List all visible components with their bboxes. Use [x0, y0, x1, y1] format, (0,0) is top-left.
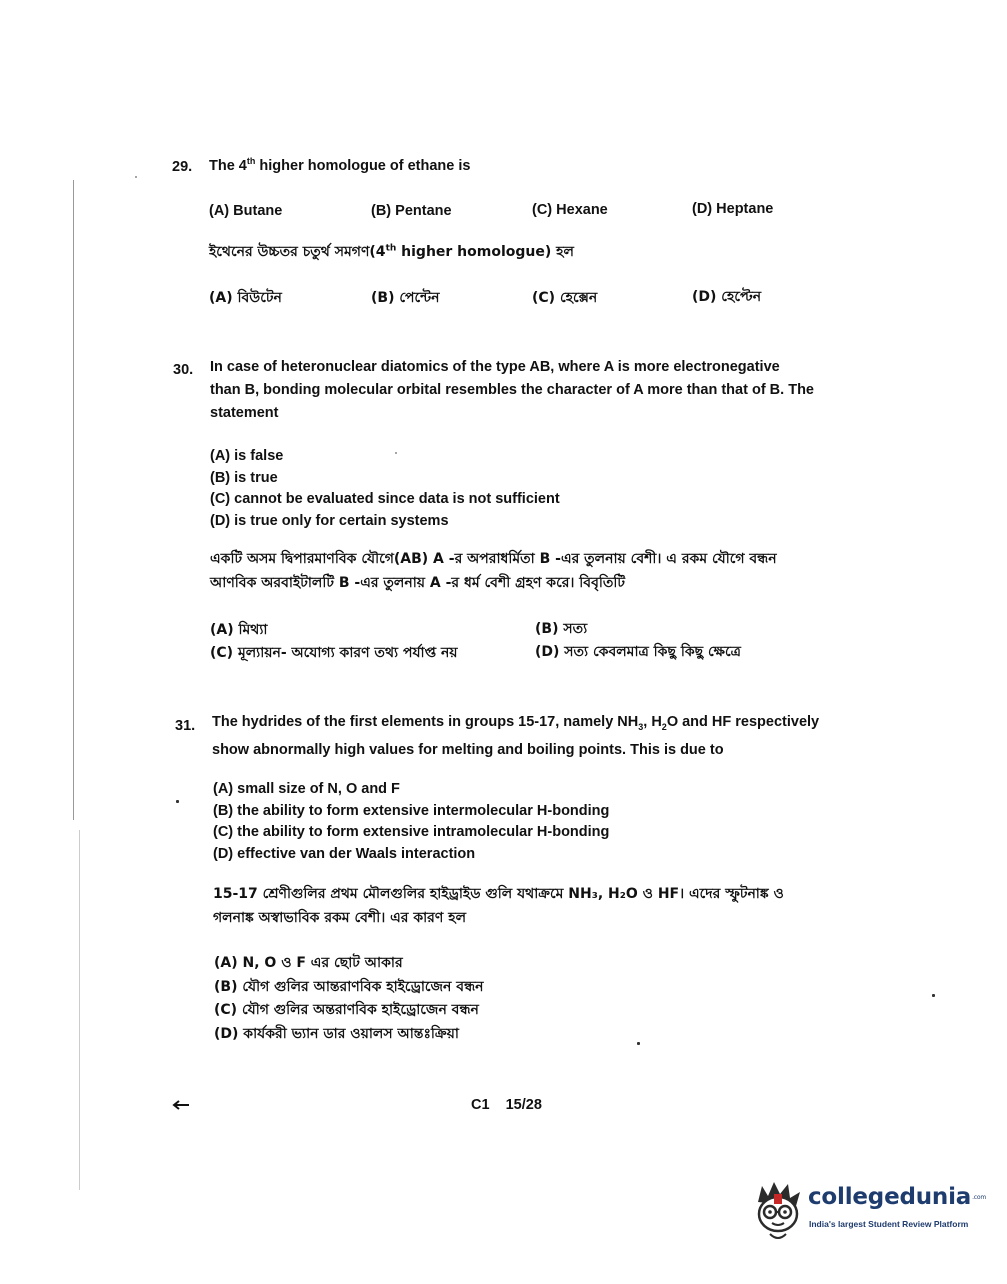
q30-line: statement	[210, 405, 279, 421]
q31-line-2: show abnormally high values for melting and boiling points. This is due to	[212, 741, 724, 758]
scan-edge-line	[79, 830, 80, 1190]
q31-bn-line: গলনাঙ্ক অস্বাভাবিক রকম বেশী। এর কারণ হল	[213, 910, 467, 926]
q31-options	[213, 779, 609, 865]
q30-text	[210, 356, 850, 425]
q29-option-b: (B) Pentane	[371, 203, 452, 219]
q30-bn-line: আণবিক অরবাইটালটি B -এর তুলনায় A -র ধর্ম বেশী গ্রহণ করে। বিবৃতিটি	[210, 575, 626, 591]
q29-bengali-text	[209, 240, 574, 264]
q30-option-a: (A) is false	[210, 448, 284, 464]
q31-option-c: (C) the ability to form extensive intramolecular H-bonding	[213, 824, 610, 840]
q29-option-d: (D) Heptane	[692, 201, 774, 217]
q30-bn-option-a: (A) মিথ্যা	[210, 622, 268, 638]
q30-option-d: (D) is true only for certain systems	[210, 512, 449, 529]
left-arrow-icon	[172, 1098, 190, 1116]
mascot-icon	[752, 1180, 804, 1249]
q30-bn-option-c: (C) মূল্যায়ন- অযোগ্য কারণ তথ্য পর্যাপ্ত নয়	[210, 645, 458, 661]
q29-option-c: (C) Hexane	[532, 202, 608, 218]
collegedunia-logo	[752, 1178, 987, 1248]
q31-bn-option-c: (C) যৌগ গুলির অন্তরাণবিক হাইড্রোজেন বন্ধন	[214, 1002, 479, 1018]
q29-bn-pre: ইথেনের উচ্চতর চতুর্থ সমগণ(4	[209, 244, 386, 260]
scan-speck	[932, 994, 935, 997]
q31-bn-option-a: (A) N, O ও F এর ছোট আকার	[214, 955, 403, 971]
q31-bn-line: 15-17 শ্রেণীগুলির প্রথম মৌলগুলির হাইড্রাইড গুলি যথাক্রমে NH₃, H₂O ও HF। এদের স্ফুটনাঙ্ক ও	[213, 886, 784, 902]
q31-bn-option-b: (B) যৌগ গুলির আন্তরাণবিক হাইড্রোজেন বন্ধন	[214, 978, 484, 995]
logo-name	[808, 1184, 986, 1210]
q31-option-a: (A) small size of N, O and F	[213, 781, 400, 797]
q30-line: than B, bonding molecular orbital resembles the character of A more than that of B. The	[210, 382, 814, 398]
q30-number: 30.	[173, 362, 194, 378]
q30-bn-option-b: (B) সত্য	[535, 621, 588, 637]
logo-suffix: .com	[972, 1194, 987, 1201]
q31-bn-options	[214, 952, 484, 1046]
q29-bn-option-c: (C) হেক্সেন	[532, 290, 598, 306]
q31-line1-mid: , H	[643, 714, 662, 730]
q31-line-1	[212, 711, 852, 739]
q29-bn-sup: th	[385, 243, 397, 254]
page-code: C1	[471, 1097, 490, 1113]
q29-text	[209, 155, 470, 178]
q30-option-c: (C) cannot be evaluated since data is not sufficient	[210, 491, 560, 507]
q30-bengali-text	[210, 547, 850, 595]
q31-number: 31.	[175, 718, 196, 734]
logo-name-text: collegedunia	[808, 1184, 972, 1210]
q29-text-post: higher homologue of ethane is	[255, 158, 471, 174]
q31-line1-post: O and HF respectively	[666, 714, 820, 730]
q29-number: 29.	[172, 159, 193, 175]
q29-sup: th	[246, 156, 256, 167]
q31-line1-pre: The hydrides of the first elements in groups 15-17, namely NH	[212, 714, 639, 730]
q29-option-a: (A) Butane	[209, 203, 283, 219]
page-number: 15/28	[505, 1097, 542, 1113]
q29-text-pre: The 4	[209, 158, 247, 174]
q30-option-b: (B) is true	[210, 469, 278, 486]
logo-tagline: India's largest Student Review Platform	[809, 1219, 969, 1229]
q30-options	[210, 446, 560, 532]
scan-speck	[637, 1042, 640, 1045]
q29-bn-option-d: (D) হেপ্টেন	[692, 289, 762, 305]
q29-bn-post: higher homologue) হল	[396, 244, 574, 260]
q31-text	[212, 711, 852, 762]
q30-line: In case of heteronuclear diatomics of the type AB, where A is more electronegative	[210, 359, 780, 375]
page-footer	[471, 1097, 542, 1113]
q31-sub: 3	[638, 721, 644, 732]
q30-bn-option-d: (D) সত্য কেবলমাত্র কিছু কিছু ক্ষেত্রে	[535, 644, 741, 660]
q30-bn-line: একটি অসম দ্বিপারমাণবিক যৌগে(AB) A -র অপরাধর্মিতা B -এর তুলনায় বেশী। এ রকম যৌগে বন্ধন	[210, 551, 777, 567]
q29-bn-option-a: (A) বিউটেন	[209, 290, 282, 306]
q29-bn-option-b: (B) পেন্টেন	[371, 290, 440, 306]
scan-speck	[135, 176, 137, 178]
q31-sub: 2	[661, 721, 667, 732]
scan-speck	[176, 800, 179, 803]
q31-option-d: (D) effective van der Waals interaction	[213, 845, 476, 862]
scan-edge-line	[73, 180, 74, 820]
q31-bengali-text	[213, 882, 853, 930]
q31-bn-option-d: (D) কার্যকরী ভ্যান ডার ওয়ালস আন্তঃক্রিয়া	[214, 1025, 459, 1042]
q31-option-b: (B) the ability to form extensive intermolecular H-bonding	[213, 802, 610, 819]
